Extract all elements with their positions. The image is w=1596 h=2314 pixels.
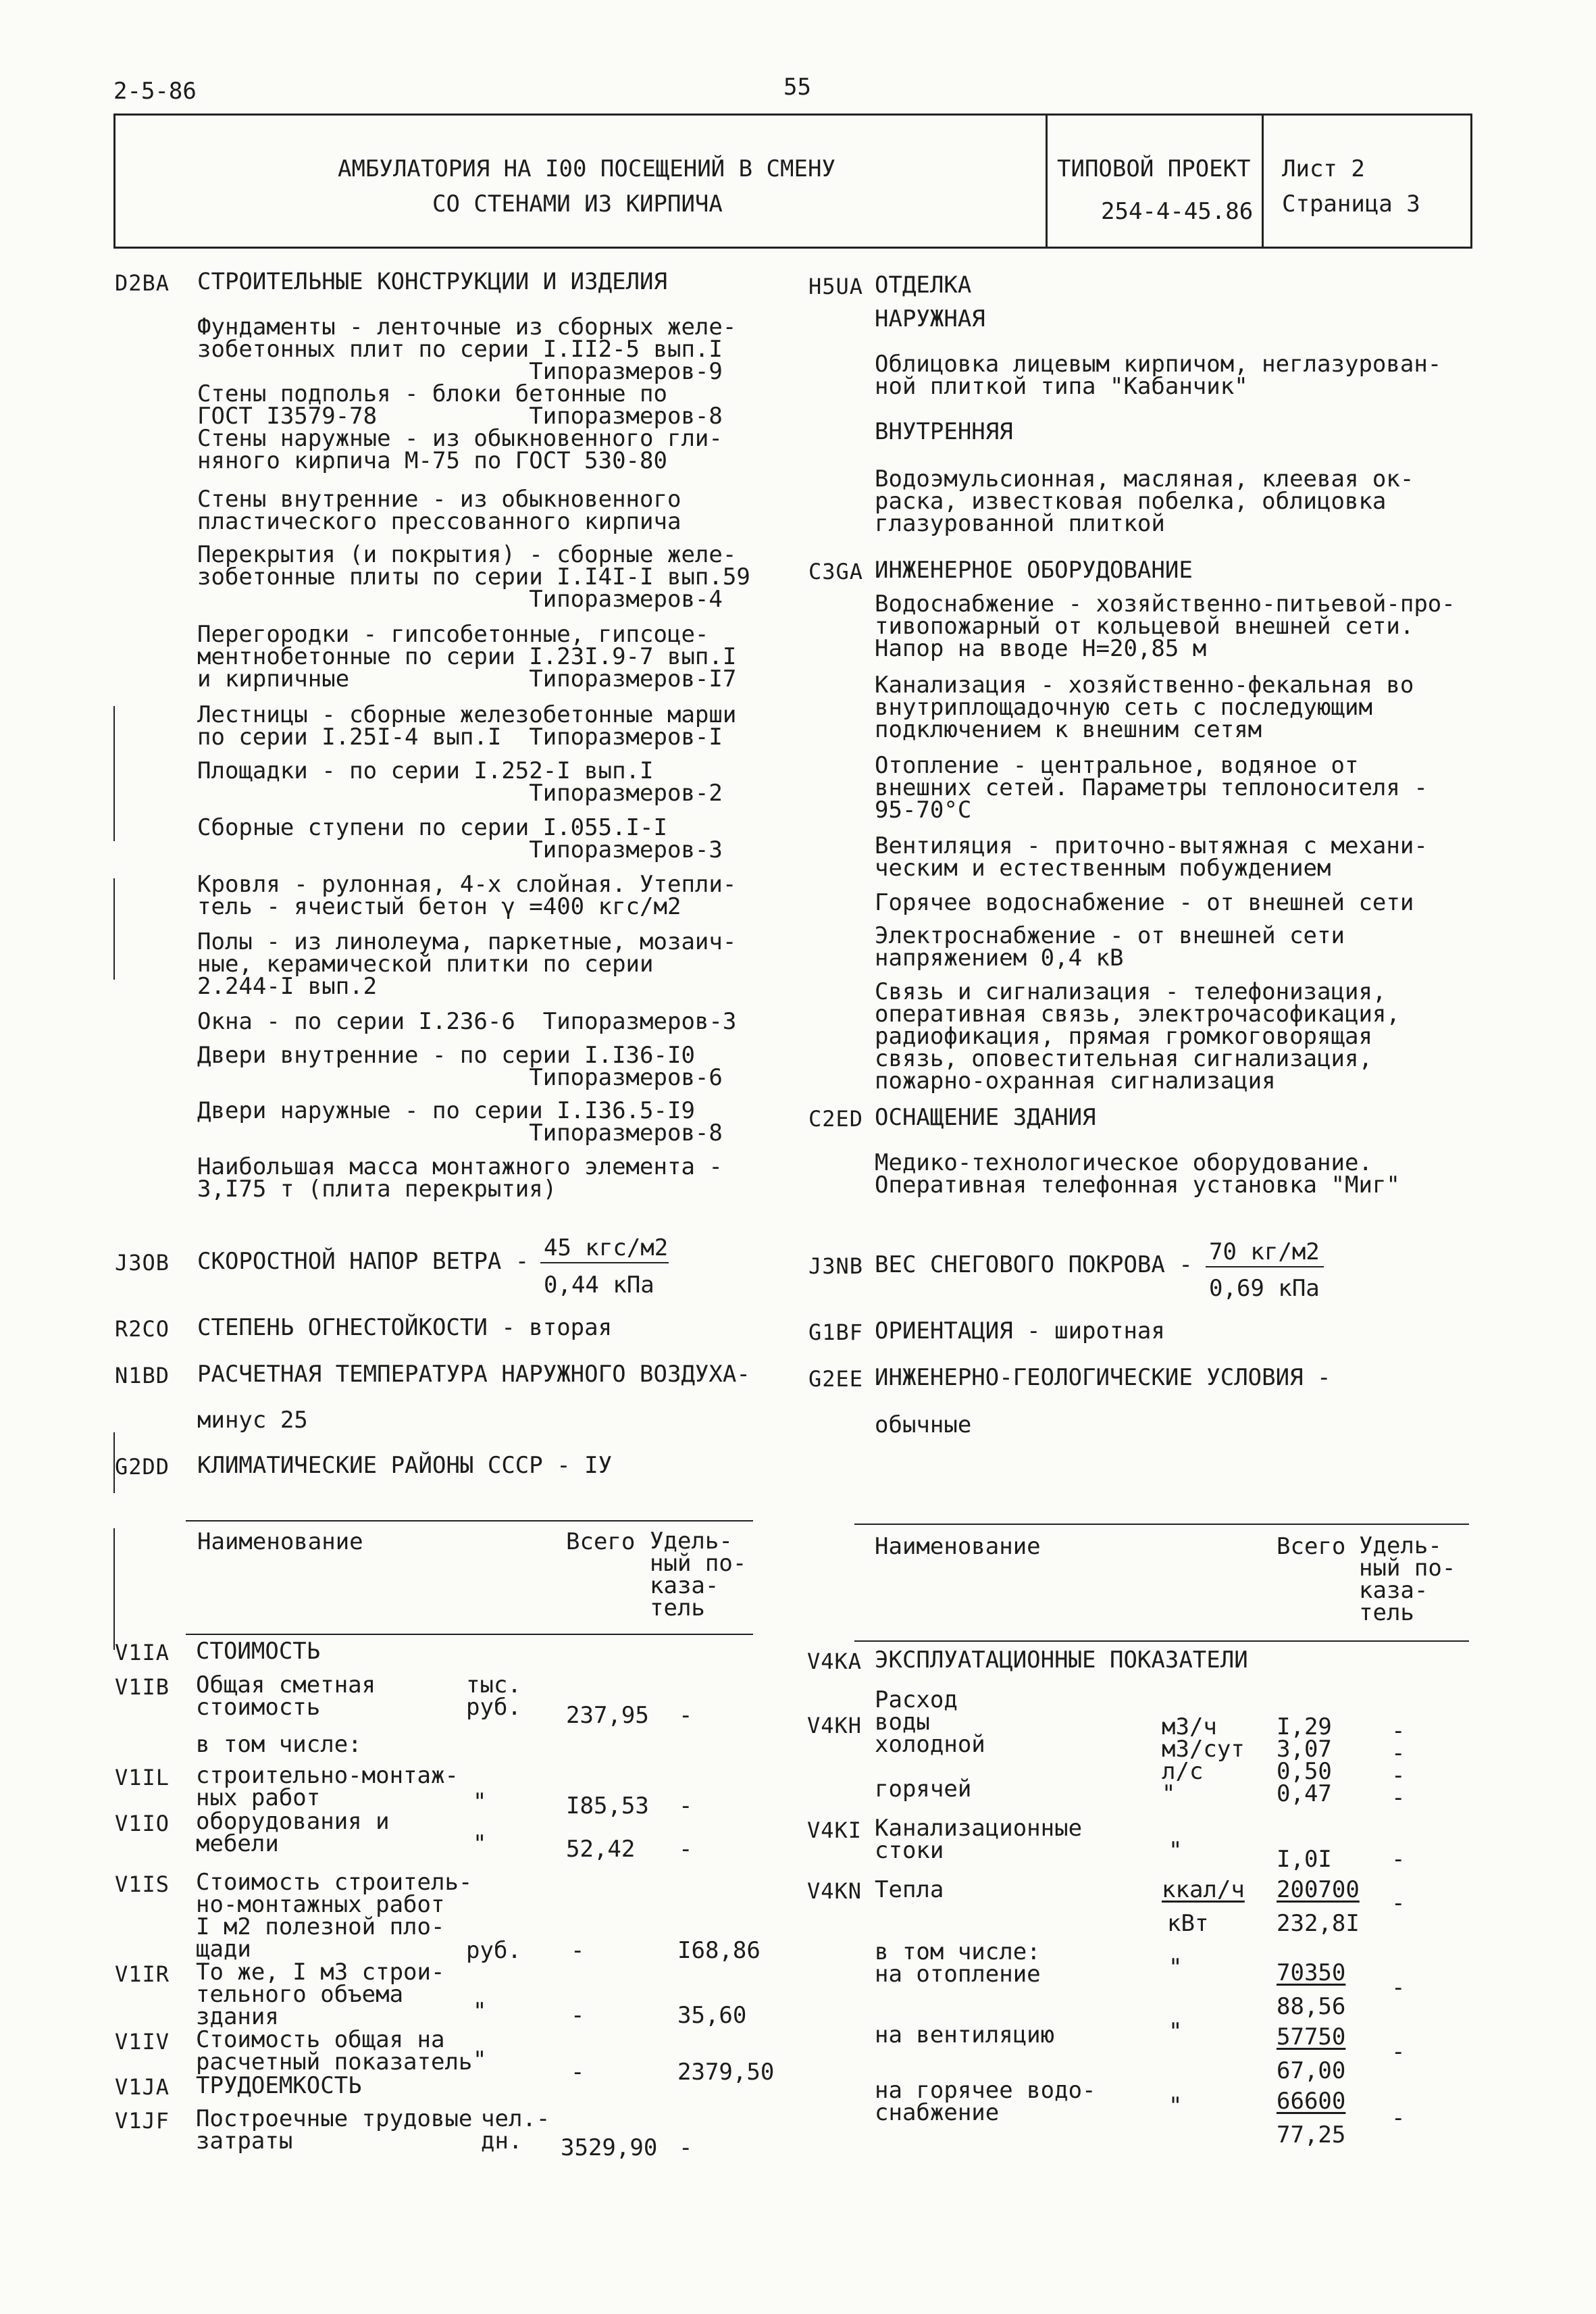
row-unit: "	[473, 1830, 487, 1857]
row-specific: - - - -	[1391, 1717, 1406, 1811]
construction-item: Двери внутренние - по серии I.I36-I0 Типоразмеров-6	[197, 1042, 723, 1091]
row-total: -	[571, 2059, 585, 2086]
header-divider	[1046, 114, 1048, 249]
climate-zone: КЛИМАТИЧЕСКИЕ РАЙОНЫ СССР - IУ	[197, 1452, 613, 1479]
row-unit: "	[1168, 1837, 1183, 1864]
param-code: J3OB	[115, 1250, 170, 1276]
design-temperature: РАСЧЕТНАЯ ТЕМПЕРАТУРА НАРУЖНОГО ВОЗДУХА-	[197, 1361, 750, 1388]
row-specific: -	[679, 1792, 693, 1819]
row-unit: "	[473, 1998, 487, 2025]
row-unit: "	[473, 1788, 487, 1815]
row-name: строительно-монтаж- ных работ	[196, 1762, 459, 1811]
row-total: 3529,90	[561, 2134, 658, 2161]
row-specific: I68,86	[677, 1937, 761, 1964]
row-total: I,0I	[1277, 1846, 1332, 1873]
margin-mark	[113, 878, 115, 980]
row-specific: 35,60	[677, 2002, 747, 2029]
row-total: 77,25	[1277, 2121, 1346, 2148]
row-total: I85,53	[566, 1792, 649, 1819]
equipment-item: Связь и сигнализация - телефонизация, оперативная связь, электрочасофикация, радиофикация, прямая громкоговорящая связь, оповестительная сигнализация, пожарно-охранная сигнализация	[875, 978, 1400, 1095]
wind-value: 45 кгс/м2	[544, 1234, 669, 1261]
param-code: J3NB	[808, 1253, 864, 1279]
construction-item: Фундаменты - ленточные из сборных желе- зобетонных плит по серии I.II2-5 вып.I Типоразмеров-9 Стены подполья - блоки бетонные по ГОСТ I3579-78 Типоразмеров-8 Стены наружные - из обыкновенного гли- няного кирпича М-75 по ГОСТ 530-80	[197, 313, 737, 474]
project-label: ТИПОВОЙ ПРОЕКТ	[1057, 155, 1251, 182]
column-header: Всего	[566, 1528, 636, 1555]
row-code: V1IV	[115, 2029, 170, 2055]
row-name: СТОИМОСТЬ	[196, 1638, 321, 1665]
table-rule	[186, 1634, 753, 1635]
row-name: Тепла	[875, 1876, 944, 1903]
section-code: D2BA	[115, 270, 170, 296]
column-header: Удель- ный по- каза- тель	[1359, 1532, 1456, 1626]
wind-value-kpa: 0,44 кПа	[544, 1272, 654, 1299]
margin-mark	[113, 1432, 115, 1493]
design-temperature-value: минус 25	[197, 1407, 308, 1434]
row-code: V4KI	[807, 1817, 863, 1843]
construction-item: Окна - по серии I.236-6 Типоразмеров-3	[197, 1008, 737, 1035]
page-code: 2-5-86	[113, 78, 197, 105]
row-specific: -	[679, 1836, 693, 1863]
row-name: Расход воды холодной горячей	[875, 1686, 985, 1803]
row-code: V1IB	[115, 1674, 170, 1700]
equipment-item: Отопление - центральное, водяное от внешних сетей. Параметры теплоносителя - 95-70°С	[875, 752, 1428, 824]
row-code: V4KN	[807, 1878, 863, 1904]
row-code: V4KH	[807, 1713, 863, 1738]
section-heading: ИНЖЕНЕРНОЕ ОБОРУДОВАНИЕ	[875, 557, 1193, 584]
subheading: НАРУЖНАЯ	[875, 305, 985, 332]
row-unit: руб.	[466, 1937, 521, 1964]
wind-label: СКОРОСТНОЙ НАПОР ВЕТРА -	[197, 1248, 530, 1275]
margin-mark	[113, 1528, 115, 1650]
row-specific: -	[1391, 1890, 1406, 1917]
param-code: N1BD	[115, 1363, 170, 1388]
row-total: 52,42	[566, 1836, 636, 1863]
section-code: H5UA	[808, 274, 864, 299]
construction-item: Полы - из линолеума, паркетные, мозаич- ные, керамической плитки по серии 2.244-I вып.2	[197, 928, 737, 1000]
row-unit: "	[1168, 2092, 1183, 2119]
row-total: 237,95	[566, 1702, 649, 1729]
row-name: в том числе: на отопление	[875, 1938, 1041, 1988]
project-number: 254-4-45.86	[1101, 198, 1254, 225]
row-unit: "	[1168, 2018, 1183, 2045]
construction-item: Перегородки - гипсобетонные, гипсоце- ментнобетонные по серии I.23I.9-7 вып.I и кирпичные Типоразмеров-I7	[197, 621, 737, 693]
construction-item: Кровля - рулонная, 4-х слойная. Утепли- тель - ячеистый бетон γ =400 кгс/м2	[197, 871, 737, 920]
row-total: 88,56	[1277, 1993, 1346, 2020]
fraction-line	[540, 1262, 669, 1263]
param-code: G2DD	[115, 1454, 170, 1480]
row-unit: "	[1168, 1954, 1183, 1981]
row-name: ЭКСПЛУАТАЦИОННЫЕ ПОКАЗАТЕЛИ	[875, 1646, 1248, 1674]
equipment-item: Вентиляция - приточно-вытяжная с механи- ческим и естественным побуждением	[875, 832, 1428, 882]
table-rule	[854, 1524, 1469, 1525]
construction-item: Двери наружные - по серии I.I36.5-I9 Типоразмеров-8	[197, 1097, 723, 1147]
row-name: Стоимость общая на расчетный показатель	[196, 2026, 473, 2076]
row-total: 57750	[1277, 2023, 1346, 2051]
row-unit: "	[473, 2046, 487, 2073]
row-specific: -	[679, 2134, 693, 2161]
row-specific: -	[1391, 1846, 1406, 1873]
row-code: V1IL	[115, 1765, 170, 1790]
row-name: Построечные трудовые затраты	[196, 2105, 473, 2155]
row-unit: тыс. руб.	[466, 1671, 521, 1721]
column-header: Удель- ный по- каза- тель	[650, 1528, 747, 1621]
page-number: 55	[783, 74, 811, 101]
geology: ИНЖЕНЕРНО-ГЕОЛОГИЧЕСКИЕ УСЛОВИЯ -	[875, 1364, 1331, 1391]
row-total: I,29 3,07 0,50 0,47	[1277, 1713, 1332, 1807]
column-header: Всего	[1277, 1533, 1346, 1560]
section-code: C2ED	[808, 1106, 864, 1132]
row-unit: чел.- дн.	[481, 2105, 550, 2155]
row-total: 67,00	[1277, 2057, 1346, 2084]
table-rule	[186, 1520, 753, 1521]
row-name: Стоимость строитель- но-монтажных работ I м2 полезной пло- щади	[196, 1869, 473, 1963]
geology-value: обычные	[875, 1411, 972, 1438]
row-name: ТРУДОЕМКОСТЬ	[196, 2072, 362, 2099]
row-specific: -	[1391, 2105, 1406, 2132]
param-code: G1BF	[808, 1319, 864, 1345]
row-specific: -	[679, 1702, 693, 1729]
row-specific: 2379,50	[677, 2059, 775, 2086]
construction-item: Наибольшая масса монтажного элемента - 3,I75 т (плита перекрытия)	[197, 1153, 723, 1203]
snow-value-kpa: 0,69 кПа	[1209, 1275, 1320, 1302]
construction-item: Лестницы - сборные железобетонные марши по серии I.25I-4 вып.I Типоразмеров-I	[197, 701, 737, 751]
document-title: АМБУЛАТОРИЯ НА I00 ПОСЕЩЕНИЙ В СМЕНУ	[338, 155, 835, 182]
param-code: G2EE	[808, 1366, 864, 1392]
row-name: на горячее водо- снабжение	[875, 2077, 1096, 2126]
row-total: 200700	[1277, 1876, 1360, 1903]
document-subtitle: СО СТЕНАМИ ИЗ КИРПИЧА	[432, 191, 723, 218]
section-heading: ОТДЕЛКА	[875, 272, 972, 299]
row-code: V1IO	[115, 1811, 170, 1836]
snow-label: ВЕС СНЕГОВОГО ПОКРОВА -	[875, 1251, 1193, 1278]
equipment-item: Медико-технологическое оборудование. Оперативная телефонная установка "Миг"	[875, 1149, 1400, 1199]
row-code: V1JF	[115, 2108, 170, 2134]
row-total: -	[571, 2002, 585, 2029]
finishing-item: Облицовка лицевым кирпичом, неглазурован- ной плиткой типа "Кабанчик"	[875, 351, 1442, 400]
row-code: V1JA	[115, 2074, 170, 2100]
page-label: Страница 3	[1282, 191, 1420, 218]
section-heading: СТРОИТЕЛЬНЫЕ КОНСТРУКЦИИ И ИЗДЕЛИЯ	[197, 268, 667, 295]
column-header: Наименование	[197, 1528, 363, 1555]
table-rule	[854, 1640, 1469, 1642]
construction-item: Площадки - по серии I.252-I вып.I Типоразмеров-2	[197, 757, 723, 807]
construction-item: Перекрытия (и покрытия) - сборные желе- зобетонные плиты по серии I.I4I-I вып.59 Типоразмеров-4	[197, 541, 750, 613]
row-total: 66600	[1277, 2088, 1346, 2115]
equipment-item: Водоснабжение - хозяйственно-питьевой-про- тивопожарный от кольцевой внешней сети. Напор на вводе Н=20,85 м	[875, 590, 1456, 662]
row-unit: кВт	[1167, 1910, 1209, 1937]
row-name: То же, I м3 строи- тельного объема здания	[196, 1959, 445, 2030]
equipment-item: Электроснабжение - от внешней сети напряжением 0,4 кВ	[875, 922, 1345, 972]
construction-item: Сборные ступени по серии I.055.I-I Типоразмеров-3	[197, 814, 723, 863]
row-specific: -	[1391, 1974, 1406, 2001]
row-unit: ккал/ч	[1162, 1876, 1245, 1903]
finishing-item: Водоэмульсионная, масляная, клеевая ок- раска, известковая побелка, облицовка глазурованной плиткой	[875, 466, 1414, 537]
subheading: ВНУТРЕННЯЯ	[875, 418, 1013, 445]
fire-resistance: СТЕПЕНЬ ОГНЕСТОЙКОСТИ - вторая	[197, 1314, 613, 1341]
equipment-item: Горячее водоснабжение - от внешней сети	[875, 889, 1414, 916]
row-specific: -	[1391, 2038, 1406, 2065]
row-total: -	[571, 1937, 585, 1964]
margin-mark	[113, 706, 115, 841]
row-name: Общая сметная стоимость	[196, 1671, 376, 1721]
row-code: V1IS	[115, 1871, 170, 1897]
row-code: V1IR	[115, 1961, 170, 1987]
row-unit: м3/ч м3/сут л/с "	[1162, 1713, 1245, 1807]
equipment-item: Канализация - хозяйственно-фекальная во внутриплощадочную сеть с последующим подключением к внешним сетям	[875, 672, 1414, 743]
column-header: Наименование	[875, 1533, 1041, 1560]
row-name: Канализационные стоки	[875, 1815, 1083, 1864]
section-heading: ОСНАЩЕНИЕ ЗДАНИЯ	[875, 1104, 1096, 1131]
row-code: V1IA	[115, 1640, 170, 1665]
section-code: C3GA	[808, 559, 864, 584]
row-name: оборудования и мебели	[196, 1808, 390, 1857]
header-divider	[1262, 114, 1264, 249]
fraction-line	[1206, 1266, 1324, 1267]
row-name: на вентиляцию	[875, 2021, 1055, 2048]
sheet-number: Лист 2	[1282, 155, 1365, 182]
row-total: 70350	[1277, 1959, 1346, 1986]
snow-value: 70 кг/м2	[1209, 1238, 1320, 1265]
row-note: в том числе:	[196, 1731, 362, 1758]
param-code: R2CO	[115, 1316, 170, 1342]
row-code: V4KA	[807, 1649, 863, 1674]
orientation: ОРИЕНТАЦИЯ - широтная	[875, 1317, 1165, 1344]
construction-item: Стены внутренние - из обыкновенного пластического прессованного кирпича	[197, 486, 681, 535]
row-total: 232,8I	[1277, 1910, 1360, 1937]
